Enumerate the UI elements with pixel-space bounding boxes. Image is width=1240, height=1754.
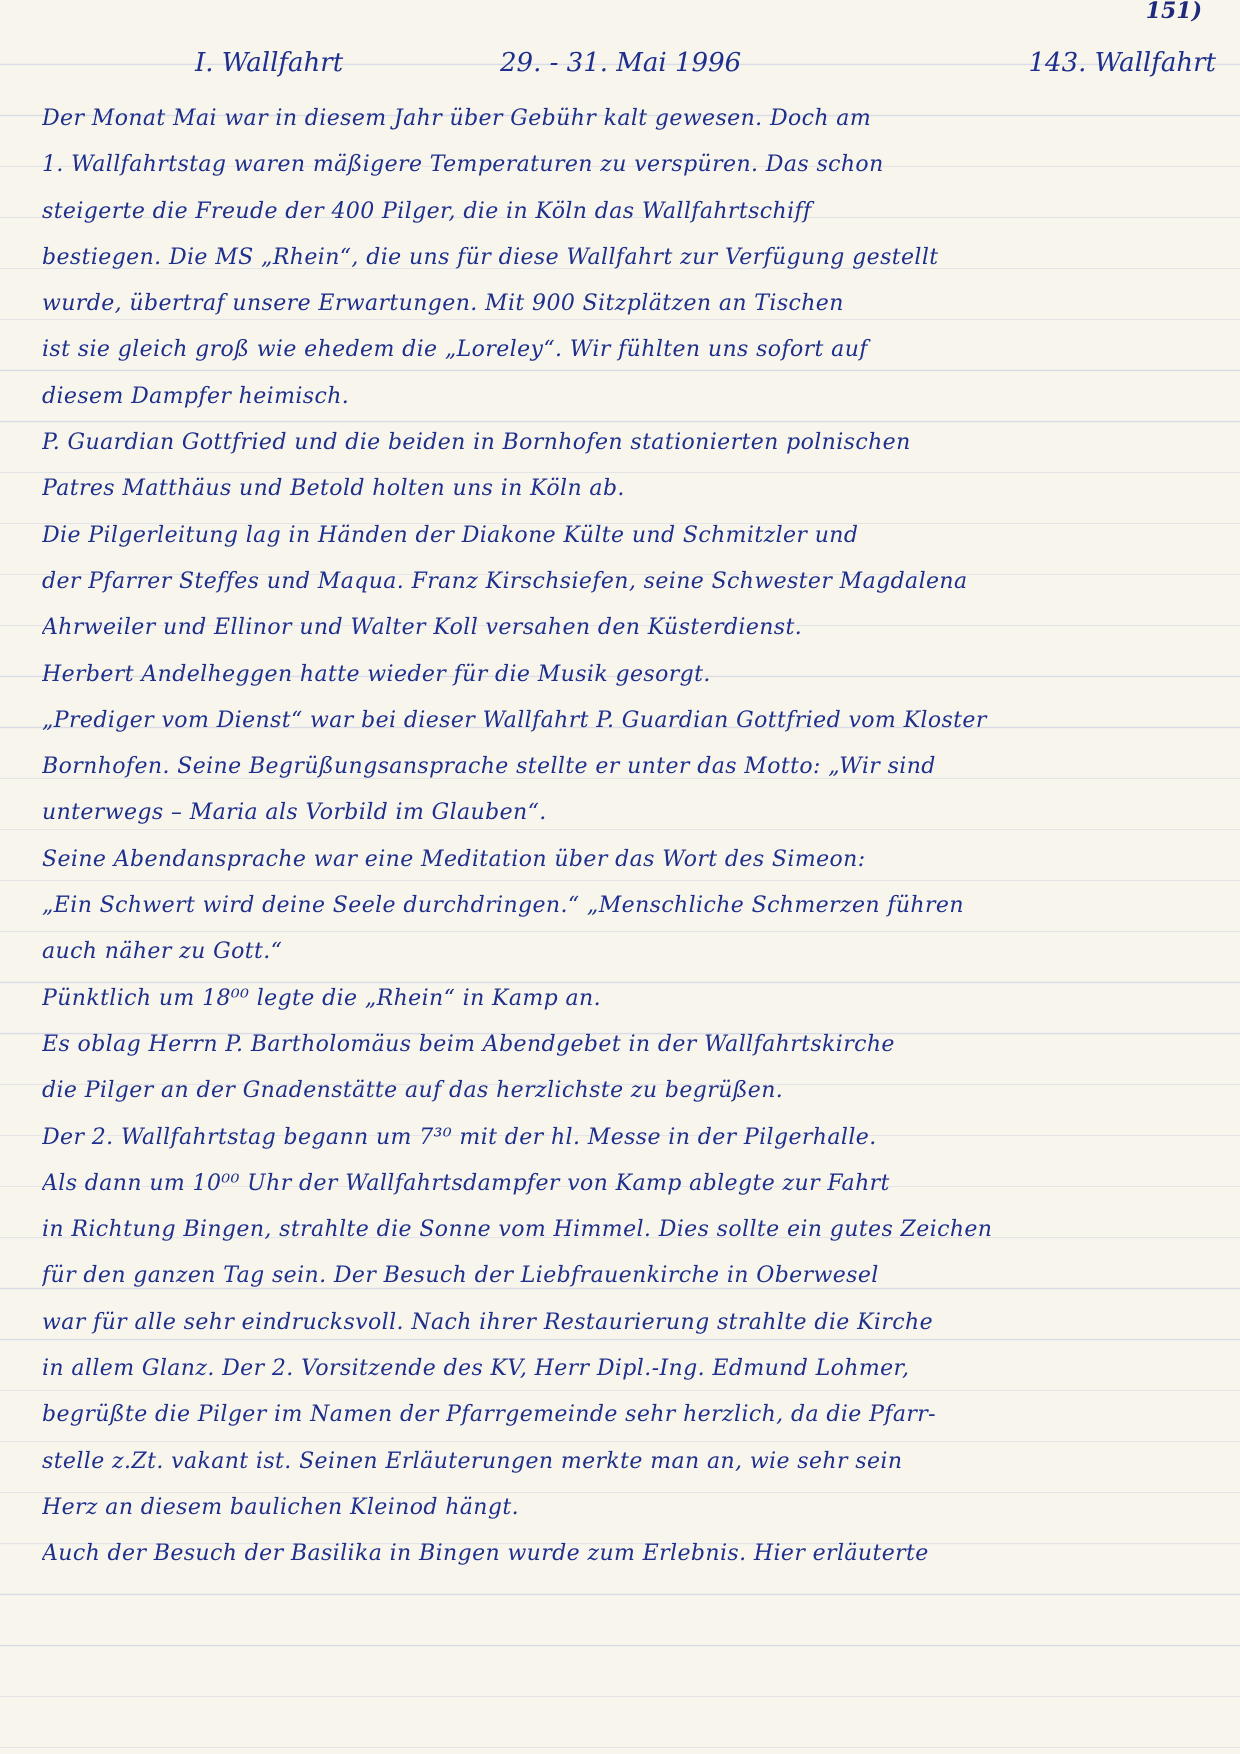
- text-line: Pünktlich um 18⁰⁰ legte die „Rhein“ in Kamp an.: [42, 985, 602, 1011]
- text-line: Der Monat Mai war in diesem Jahr über Gebühr kalt gewesen. Doch am: [42, 106, 872, 131]
- entry-header: [195, 48, 1216, 88]
- text-line: P. Guardian Gottfried und die beiden in Bornhofen stationierten polnischen: [42, 430, 911, 456]
- text-line: war für alle sehr eindrucksvoll. Nach ihrer Restaurierung strahlte die Kirche: [42, 1309, 933, 1335]
- pilgrimage-dates: 29. - 31. Mai 1996: [500, 48, 742, 78]
- text-line: „Ein Schwert wird deine Seele durchdringen.“ „Menschliche Schmerzen führen: [42, 893, 964, 919]
- text-line: für den ganzen Tag sein. Der Besuch der Liebfrauenkirche in Oberwesel: [42, 1263, 879, 1289]
- text-line: bestiegen. Die MS „Rhein“, die uns für diese Wallfahrt zur Verfügung gestellt: [42, 244, 939, 270]
- text-line: Ahrweiler und Ellinor und Walter Koll versahen den Küsterdienst.: [42, 615, 803, 641]
- text-line: Herbert Andelheggen hatte wieder für die Musik gesorgt.: [42, 661, 711, 687]
- text-line: unterwegs – Maria als Vorbild im Glauben“.: [42, 800, 547, 826]
- pilgrimage-count: 143. Wallfahrt: [1028, 48, 1216, 78]
- page-number: 151): [1145, 0, 1202, 24]
- text-line: „Prediger vom Dienst“ war bei dieser Wallfahrt P. Guardian Gottfried vom Kloster: [42, 707, 987, 733]
- text-line: diesem Dampfer heimisch.: [42, 383, 350, 409]
- text-line: Patres Matthäus und Betold holten uns in Köln ab.: [42, 476, 625, 502]
- text-line: Auch der Besuch der Basilika in Bingen wurde zum Erlebnis. Hier erläuterte: [42, 1541, 929, 1567]
- text-line: Es oblag Herrn P. Bartholomäus beim Abendgebet in der Wallfahrtskirche: [42, 1031, 895, 1057]
- text-line: wurde, übertraf unsere Erwartungen. Mit 900 Sitzplätzen an Tischen: [42, 291, 844, 317]
- handwritten-text: [42, 96, 1218, 1578]
- text-line: Der 2. Wallfahrtstag begann um 7³⁰ mit der hl. Messe in der Pilgerhalle.: [42, 1124, 877, 1150]
- text-line: Bornhofen. Seine Begrüßungsansprache stellte er unter das Motto: „Wir sind: [42, 754, 936, 780]
- text-line: die Pilger an der Gnadenstätte auf das herzlichste zu begrüßen.: [42, 1078, 784, 1104]
- text-line: Herz an diesem baulichen Kleinod hängt.: [42, 1494, 519, 1520]
- text-line: begrüßte die Pilger im Namen der Pfarrgemeinde sehr herzlich, da die Pfarr-: [42, 1402, 937, 1428]
- text-line: steigerte die Freude der 400 Pilger, die in Köln das Wallfahrtschiff: [42, 198, 812, 224]
- text-line: Als dann um 10⁰⁰ Uhr der Wallfahrtsdampfer von Kamp ablegte zur Fahrt: [42, 1170, 890, 1196]
- pilgrimage-title: I. Wallfahrt: [195, 48, 344, 78]
- text-line: auch näher zu Gott.“: [42, 939, 283, 965]
- text-line: ist sie gleich groß wie ehedem die „Loreley“. Wir fühlten uns sofort auf: [42, 337, 868, 363]
- text-line: Seine Abendansprache war eine Meditation über das Wort des Simeon:: [42, 846, 866, 872]
- text-line: in allem Glanz. Der 2. Vorsitzende des KV, Herr Dipl.-Ing. Edmund Lohmer,: [42, 1356, 910, 1382]
- text-line: der Pfarrer Steffes und Maqua. Franz Kirschsiefen, seine Schwester Magdalena: [42, 568, 968, 594]
- text-line: in Richtung Bingen, strahlte die Sonne vom Himmel. Dies sollte ein gutes Zeichen: [42, 1217, 993, 1243]
- text-line: Die Pilgerleitung lag in Händen der Diakone Külte und Schmitzler und: [42, 522, 859, 548]
- text-line: stelle z.Zt. vakant ist. Seinen Erläuterungen merkte man an, wie sehr sein: [42, 1448, 903, 1474]
- text-line: 1. Wallfahrtstag waren mäßigere Temperaturen zu verspüren. Das schon: [42, 152, 884, 178]
